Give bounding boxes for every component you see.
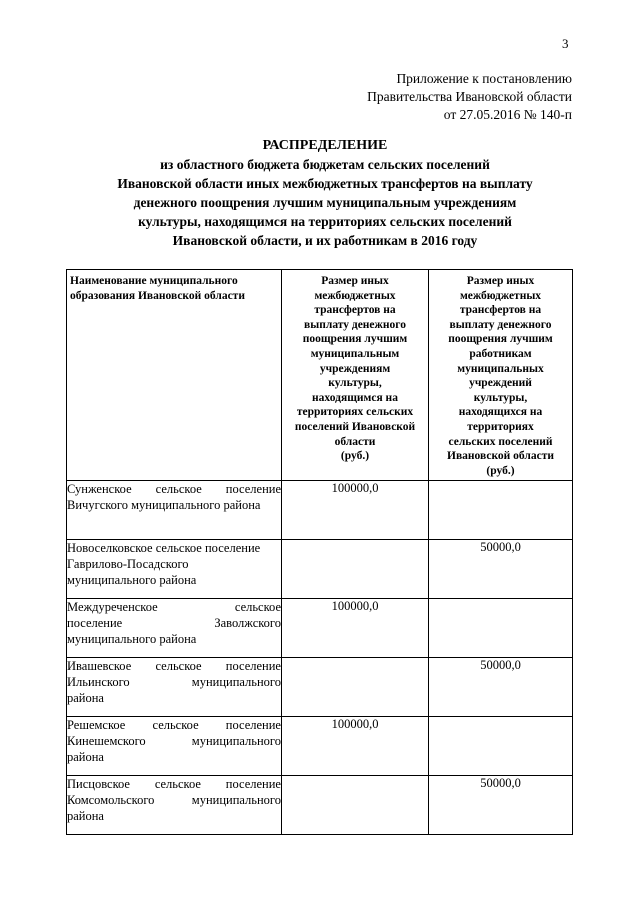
page-number: 3 [562, 36, 569, 51]
workers-amount-cell: 50000,0 [429, 540, 573, 599]
municipality-name-line [67, 540, 281, 556]
header-line: (руб.) [340, 450, 370, 463]
municipality-name-cell [67, 658, 282, 717]
municipality-name-cell [67, 776, 282, 835]
municipality-name-word: сельское [154, 777, 201, 792]
institutions-amount-cell [282, 658, 429, 717]
municipality-name-cell [67, 481, 282, 540]
municipality-name-line [67, 717, 281, 733]
header-line: (руб.) [486, 464, 515, 477]
institutions-amount-cell: 100000,0 [282, 481, 429, 540]
distribution-table [66, 269, 573, 835]
municipality-name-line [67, 497, 281, 513]
header-line: находящимся на [312, 391, 398, 404]
table-row [67, 776, 573, 835]
header-line: территориях [467, 420, 534, 433]
municipality-name-word: сельское [155, 482, 202, 497]
workers-amount-cell [429, 717, 573, 776]
workers-amount-cell [429, 481, 573, 540]
header-line: Размер иных [466, 275, 535, 287]
header-line: трансфертов на [459, 304, 542, 317]
header-line: учреждений [469, 377, 532, 390]
municipality-name-word: поселение [225, 659, 281, 674]
institutions-amount-cell: 100000,0 [282, 717, 429, 776]
header-line: культуры, [473, 391, 528, 404]
header-line: Наименование муниципального [70, 275, 238, 287]
municipality-name-word: Ильинского [67, 675, 130, 690]
appendix-line-1: Приложение к постановлению [396, 71, 572, 86]
municipality-name-line [67, 733, 281, 749]
header-line: трансфертов на [314, 304, 396, 317]
municipality-name-word: Междуреченское [67, 600, 158, 615]
municipality-name-line [67, 776, 281, 792]
header-line: муниципальным [310, 347, 400, 360]
municipality-name-cell [67, 599, 282, 658]
title-line-4: культуры, находящимся на территориях сельских поселений [138, 214, 512, 229]
municipality-name-word: муниципального [191, 793, 281, 808]
header-line: территориях сельских [296, 406, 414, 419]
municipality-name-word: Кинешемского [67, 734, 146, 749]
header-line: работникам [469, 347, 532, 360]
header-line: находящихся на [458, 406, 543, 419]
municipality-name-line [67, 481, 281, 497]
header-workers-amount [429, 270, 573, 481]
header-line: муниципальных [457, 362, 544, 375]
title-line-5: Ивановской области, и их работникам в 2016 году [172, 233, 478, 248]
title-line-3: денежного поощрения лучшим муниципальным учреждениям [133, 195, 517, 210]
municipality-name-line [67, 572, 281, 588]
municipality-name-word: муниципального района [67, 573, 197, 588]
table-row [67, 481, 573, 540]
municipality-name-word: Вичугского муниципального района [67, 498, 261, 513]
header-line: сельских поселений [448, 435, 553, 448]
header-municipality [67, 270, 282, 481]
header-line: выплату денежного [304, 318, 406, 331]
municipality-name-word: Писцовское [67, 777, 130, 792]
institutions-amount-cell: 100000,0 [282, 599, 429, 658]
title-line-2: Ивановской области иных межбюджетных трансфертов на выплату [117, 176, 533, 191]
table-header-row [67, 270, 573, 481]
municipality-name-word: Новоселковское сельское поселение [67, 541, 261, 556]
header-line: образования Ивановской области [70, 289, 245, 302]
header-line: культуры, [328, 377, 382, 390]
header-line: Ивановской области [447, 450, 554, 463]
municipality-name-word: сельское [155, 659, 202, 674]
municipality-name-word: поселение [225, 777, 281, 792]
header-line: поощрения лучшим [448, 333, 553, 346]
municipality-name-line [67, 658, 281, 674]
header-line: межбюджетных [459, 289, 542, 302]
municipality-name-word: района [67, 750, 104, 765]
workers-amount-cell: 50000,0 [429, 776, 573, 835]
header-institutions-amount [282, 270, 429, 481]
appendix-note [367, 70, 572, 124]
document-title [60, 136, 590, 250]
municipality-name-line [67, 615, 281, 631]
municipality-name-word: сельское [234, 600, 281, 615]
table-row [67, 540, 573, 599]
municipality-name-cell [67, 540, 282, 599]
header-line: выплату денежного [449, 318, 552, 331]
municipality-name-line [67, 674, 281, 690]
header-line: поощрения лучшим [302, 333, 408, 346]
table-row [67, 717, 573, 776]
municipality-name-word: района [67, 691, 104, 706]
municipality-name-word: муниципального [191, 734, 281, 749]
header-line: поселений Ивановской [294, 420, 416, 433]
municipality-name-line [67, 556, 281, 572]
institutions-amount-cell [282, 540, 429, 599]
workers-amount-cell [429, 599, 573, 658]
title-heading: РАСПРЕДЕЛЕНИЕ [262, 138, 388, 153]
municipality-name-word: Заволжского [214, 616, 281, 631]
municipality-name-line [67, 749, 281, 765]
municipality-name-word: поселение [225, 482, 281, 497]
header-line: учреждениям [319, 362, 391, 375]
header-line: Размер иных [321, 275, 389, 287]
municipality-name-line [67, 631, 281, 647]
municipality-name-word: муниципального района [67, 632, 197, 647]
municipality-name-line [67, 690, 281, 706]
appendix-line-2: Правительства Ивановской области [367, 89, 572, 104]
workers-amount-cell: 50000,0 [429, 658, 573, 717]
municipality-name-cell [67, 717, 282, 776]
municipality-name-word: Сунженское [67, 482, 132, 497]
title-line-1: из областного бюджета бюджетам сельских поселений [160, 157, 490, 172]
header-line: межбюджетных [314, 289, 396, 302]
municipality-name-word: муниципального [191, 675, 281, 690]
municipality-name-line [67, 808, 281, 824]
header-line: области [334, 435, 376, 448]
table-row [67, 658, 573, 717]
municipality-name-word: Ивашевское [67, 659, 132, 674]
municipality-name-word: района [67, 809, 104, 824]
municipality-name-word: сельское [152, 718, 199, 733]
municipality-name-word: Решемское [67, 718, 126, 733]
municipality-name-word: Комсомольского [67, 793, 155, 808]
municipality-name-line [67, 599, 281, 615]
municipality-name-line [67, 792, 281, 808]
appendix-line-3: от 27.05.2016 № 140-п [443, 107, 572, 122]
municipality-name-word: Гаврилово-Посадского [67, 557, 189, 572]
institutions-amount-cell [282, 776, 429, 835]
municipality-name-word: поселение [67, 616, 123, 631]
table-row [67, 599, 573, 658]
municipality-name-word: поселение [225, 718, 281, 733]
